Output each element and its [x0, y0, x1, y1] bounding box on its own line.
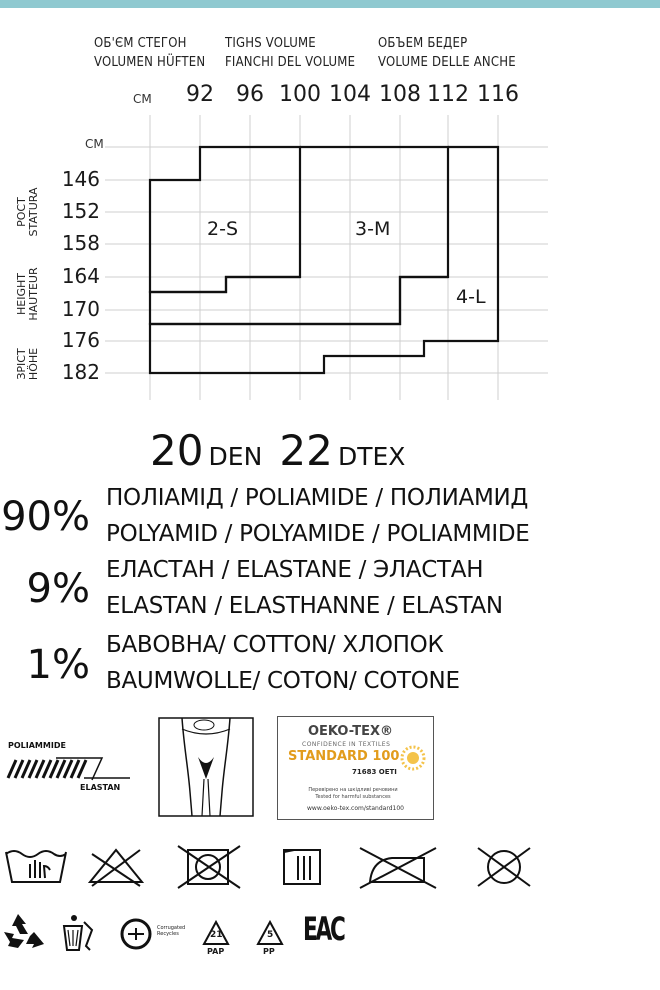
size-chart — [0, 0, 660, 420]
pap-number: 21 — [210, 930, 223, 940]
axis-label-line: РОСТ — [15, 197, 28, 227]
no-tumble-dry-icon — [178, 846, 240, 888]
line-dry-icon — [284, 850, 320, 884]
size-label-4l: 4-L — [456, 286, 486, 308]
axis-label-line: HAUTEUR — [27, 267, 40, 321]
oeko-tex-label — [277, 716, 434, 820]
corrugated-text — [157, 925, 187, 937]
hip-tick-label: 92 — [186, 82, 214, 107]
fiber-bottom-label: ELASTAN — [80, 783, 121, 792]
composition-material-elastane — [106, 552, 503, 624]
oeko-url: www.oeko-tex.com/standard100 — [307, 805, 404, 812]
oeko-sun-icon — [400, 745, 426, 771]
material-line: POLYAMID / POLYAMIDE / POLIAMMIDE — [106, 521, 530, 547]
hip-tick-label: 108 — [379, 82, 421, 107]
header-line: ОБЪЕМ БЕДЕР — [378, 36, 468, 51]
axis-label-line: STATURA — [27, 187, 40, 237]
density-line — [150, 426, 405, 475]
composition-percent-polyamide: 90% — [1, 494, 90, 540]
height-tick-label: 146 — [61, 167, 100, 191]
size-region-4l-outline — [150, 147, 498, 373]
bin-icon — [64, 915, 92, 950]
fiber-top-label: POLIAMMIDE — [8, 741, 66, 750]
pp-label: PP — [263, 947, 275, 956]
oeko-note-ua: Перевірено на шкідливі речовини — [308, 787, 398, 793]
hip-tick-label: 112 — [427, 82, 469, 107]
composition-material-polyamide — [106, 480, 530, 552]
hip-tick-label: 104 — [329, 82, 371, 107]
size-label-2s: 2-S — [207, 218, 239, 240]
header-line: VOLUMEN HÜFTEN — [94, 55, 206, 70]
height-tick-label: 152 — [61, 199, 100, 223]
height-tick-label: 164 — [61, 264, 100, 288]
composition-percent-cotton: 1% — [26, 642, 90, 688]
corrugated-icon — [122, 920, 150, 948]
size-label-3m: 3-M — [355, 218, 391, 240]
corrugated-label: Corrugated Recycles — [157, 925, 186, 937]
no-dry-clean-icon — [478, 848, 530, 886]
material-line: BAUMWOLLE/ COTON/ COTONE — [106, 668, 460, 694]
y-unit-label: CM — [85, 137, 104, 151]
pap-label: PAP — [207, 947, 225, 956]
no-iron-icon — [360, 848, 436, 888]
material-line: ЕЛАСТАН / ELASTANE / ЭЛАСТАН — [106, 557, 484, 583]
hip-tick-label: 96 — [236, 82, 264, 107]
oeko-standard: STANDARD 100 — [288, 749, 400, 764]
height-tick-label: 176 — [61, 328, 100, 352]
composition-material-cotton — [106, 627, 460, 699]
oeko-brand: OEKO-TEX® — [308, 724, 393, 739]
height-tick-label: 182 — [61, 360, 100, 384]
pp-number: 5 — [267, 930, 274, 940]
tights-icon — [158, 717, 254, 817]
recycling-icons-row — [0, 910, 300, 960]
dtex-value: 22 — [279, 426, 333, 475]
eac-mark: ЕАС — [303, 910, 344, 948]
oeko-notes — [298, 787, 408, 801]
composition-percent-elastane: 9% — [26, 566, 90, 612]
dtex-unit: DTEX — [337, 442, 406, 471]
recycle-icon — [4, 914, 44, 948]
hand-wash-icon — [6, 851, 66, 882]
axis-label-line: HEIGHT — [15, 273, 28, 315]
oeko-note-en: Tested for harmful substances — [315, 794, 391, 800]
axis-label-line: HÖHE — [27, 347, 40, 381]
oeko-code: 71683 OETI — [352, 768, 397, 776]
material-line: БАВОВНА/ COTTON/ ХЛОПОК — [106, 632, 444, 658]
axis-label-line: ЗРІСТ — [15, 348, 28, 380]
header-line: VOLUME DELLE ANCHE — [378, 55, 516, 70]
chart-grid — [105, 115, 548, 400]
hip-tick-label: 100 — [279, 82, 321, 107]
care-icons-row — [0, 842, 660, 902]
height-tick-label: 158 — [61, 231, 100, 255]
material-line: ELASTAN / ELASTHANNE / ELASTAN — [106, 593, 503, 619]
x-unit-label: CM — [133, 92, 152, 106]
no-bleach-icon — [90, 850, 142, 886]
hip-tick-label: 116 — [477, 82, 519, 107]
oeko-tagline: CONFIDENCE IN TEXTILES — [302, 741, 391, 748]
header-line: TIGHS VOLUME — [225, 36, 316, 51]
den-value: 20 — [150, 426, 204, 475]
material-line: ПОЛІАМІД / POLIAMIDE / ПОЛИАМИД — [106, 485, 529, 511]
fiber-structure-icon — [4, 750, 144, 790]
header-line: ОБ'ЄМ СТЕГОН — [94, 36, 187, 51]
den-unit: DEN — [208, 442, 263, 471]
height-tick-label: 170 — [61, 297, 100, 321]
header-line: FIANCHI DEL VOLUME — [225, 55, 356, 70]
